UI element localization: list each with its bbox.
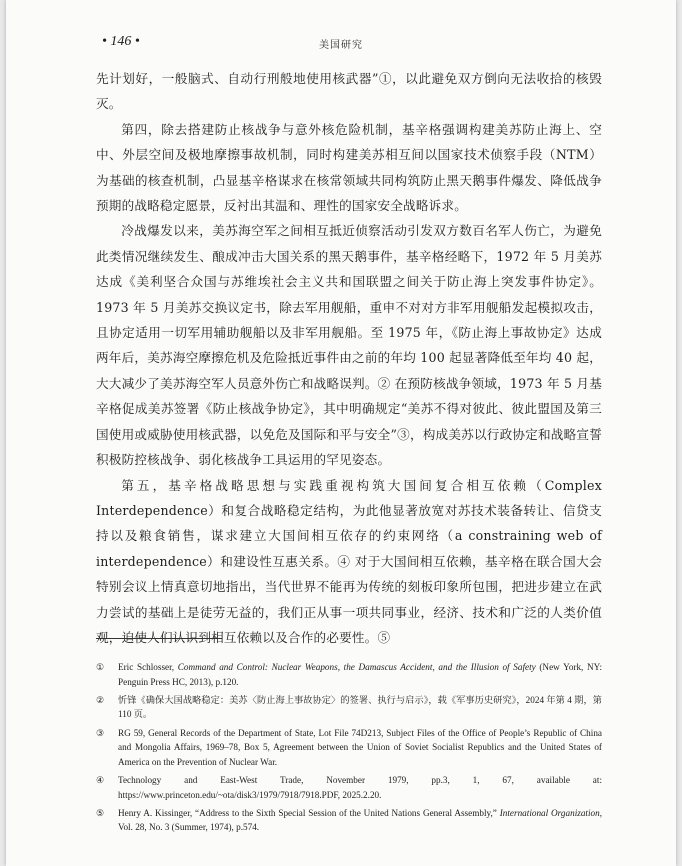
footnote: ⑤ Henry A. Kissinger, “Address to the Sixth Special Session of the United Nations General Assembly,” International Organization, Vol. 28, No. 3 (Summer, 1974), p.574. xyxy=(96,807,603,833)
footnote-divider xyxy=(96,638,222,639)
journal-page xyxy=(6,0,676,866)
footnote-marker: ① xyxy=(96,662,105,672)
footnote-marker: ④ xyxy=(96,774,105,785)
running-title: 美国研究 xyxy=(319,40,363,51)
paragraph-cold-war: 冷战爆发以来，美苏海空军之间相互抵近侦察活动引发双方数百名军人伤亡，为避免此类情况继续发生、酿成冲击大国关系的黑天鹅事件，基辛格经略下，1972 年 5 月美苏达成《美利坚合众国与苏维埃社会主义共和国联盟之间关于防止海上突发事件协定》。1973 年 5 月美苏交换议定书，除去军用舰船，重申不对对方非军用舰船发起模拟攻击，且协定适用一切军用辅助舰船以及非军用舰船。至 1975 年，《防止海上事故协定》达成两年后，美苏海空摩擦危机及危险抵近事件由之前的年均 100 起显著降低至年均 40 起，大大减少了美苏海空军人员意外伤亡和战略误判。② 在预防核战争领域，1973 年 5 月基辛格促成美苏签署《防止核战争协定》，其中明确规定“美苏不得对彼此、彼此盟国及第三国使用或威胁使用核武器，以免危及国际和平与安全”③，构成美苏以行政协定和战略宣誓积极防控核战争、弱化核战争工具运用的罕见姿态。 xyxy=(96,223,602,468)
page-number: • 146 • xyxy=(102,34,140,49)
page-header xyxy=(102,34,580,52)
footnote: ① Eric Schlosser, Command and Control: Nuclear Weapons, the Damascus Accident, and the Illusion of Safety (New York, NY: Penguin Press HC, 2013), p.120. xyxy=(96,662,602,687)
paragraph-continuation: 先计划好，一般脑式、自动行刑般地使用核武器”①，以此避免双方倒向无法收拾的核毁灭。 xyxy=(96,71,602,112)
footnote: ② 忻锋《确保大国战略稳定：美苏〈防止海上事故协定〉的签署、执行与启示》，载《军事历史研究》，2024 年第 4 期，第 110 页。 xyxy=(96,694,602,720)
footnote: ③ RG 59, General Records of the Department of State, Lot File 74D213, Subject Files of the Office of People’s Republic of China and Mongolia Affairs, 1969–78, Box 5, Agreement between the Union of Soviet Socialist Republics and the United States of America on the Prevention of Nuclear War. xyxy=(96,727,602,767)
paragraph-fourth: 第四，除去搭建防止核战争与意外核危险机制，基辛格强调构建美苏防止海上、空中、外层空间及极地摩擦事故机制，同时构建美苏相互间以国家技术侦察手段（NTM）为基础的核查机制，凸显基辛格谋求在核常领域共同构筑防止黑天鹅事件爆发、降低战争预期的战略稳定愿景，反衬出其温和、理性的国家安全战略诉求。 xyxy=(96,121,602,214)
body-text xyxy=(96,66,602,650)
footnote-marker: ⑤ xyxy=(96,807,105,818)
footnotes xyxy=(96,660,602,839)
paragraph-fifth: 第五，基辛格战略思想与实践重视构筑大国间复合相互依赖（Complex Interdependence）和复合战略稳定结构，为此他显著放宽对苏技术装备转让、信贷支持以及粮食销售，谋求建立大国间相互依存的约束网络（a constraining web of interdependence）和建设性互惠关系。④ 对于大国间相互依赖，基辛格在联合国大会特别会议上情真意切地指出，当代世界不能再为传统的刻板印象所包围，把进步建立在武力尝试的基础上是徒劳无益的，我们正从事一项共同事业，经济、技术和广泛的人类价值观，迫使人们认识到相互依赖以及合作的必要性。⑤ xyxy=(96,477,602,645)
footnote-marker: ② xyxy=(96,694,105,705)
footnote: ④ Technology and East-West Trade, November 1979, pp.3, 1, 67, available at: https://www.princeton.edu/~ota/disk3/1979/7918/7918.PDF, 2025.2.20. xyxy=(96,774,602,800)
footnote-marker: ③ xyxy=(96,727,105,738)
